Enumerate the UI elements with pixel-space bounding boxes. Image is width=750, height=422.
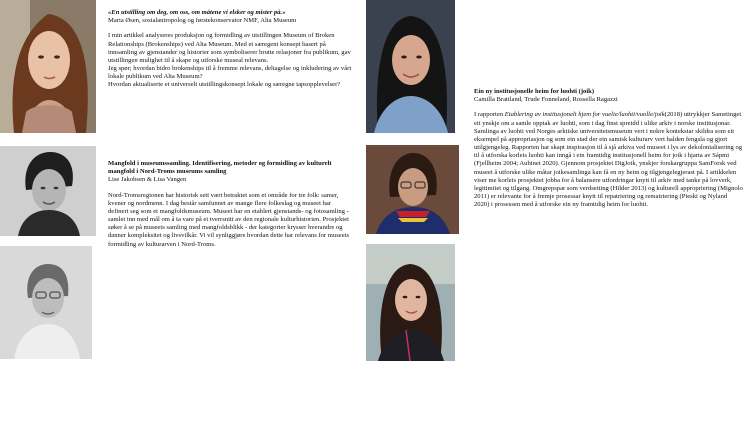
article-title: «En utstilling om deg, om oss, om måtene vi elsker og mister på.»: [108, 9, 286, 16]
article-body: Hvordan aktualiserte et universelt utstillingskonsept lokale og særegne tapsopplevelser?: [108, 81, 341, 89]
article-body: Jeg spør; hvordan bidro brokenships til å fremme relevans, deltagelse og inkludering av vårt lokale publikum ved Alta Museum?: [108, 65, 352, 81]
article-title: Mangfold i museumssamling. Identifisering, metoder og formidling av kulturelt mangfold i Nord-Troms museums samling: [108, 160, 332, 176]
article-authors: Lise Jakobsen & Lisa Vangen: [108, 176, 187, 184]
report-title: Etablering av institusjonelt hjem for vuelie/luohti/vuolle/joik: [504, 111, 665, 119]
portrait-trude-fonneland: [366, 145, 459, 234]
portrait-camilla-brattland: [366, 0, 455, 133]
article-brokenships: [108, 9, 354, 90]
portrait-lisa-vangen: [0, 246, 92, 359]
portrait-rossella-ragazzi: [366, 244, 455, 361]
body-text: (2018) uttrykkjer Sametinget eit ynskje om a samle opptak av luohti, som i dag finst spreidd i ulike arkiv i norske institusjonar. Samlinga av luohti ved Norges arktiske universitetsmuseum vert i nokre kontekstar skildra som eit eksempel på appropriasjon og som ein stad der ein samisk kulturarv vert halden fengsla og gjort utilgjengeleg. Rapporten har skapt inspirasjon til å sjå arkiva ved museet i lys av dekolonialisering og til å utforska korleis luohti kan inngå i ein framtidig institusjonell heim for joik i hjarta av Sápmi (Fjellheim 2004; Aubinet 2020). Gjennom prosjektet DigJoik, ynskjer forskargruppa SamForsk ved museet å utforske ulike måtar joikesamlinga kan få en ny heim og tilgjengelegjerast på. I artikkelen viser me korleis prosjektet jobba for å balansere utfordringar knytt til arkiv med tanke på lovverk, legitimitet og tilgang. Omgrepspar som verdsetting (Hilder 2013) og kulturell appropriering (Mignolo 2011) er relevante for å fremje prosessar knytt til repatriering og rematriering (Pieski og Nyland 2020) i prosessen med å utforske ein ny framtidig heim for luohti.: [474, 111, 743, 209]
article-authors: Maria Øsen, sosialantropolog og førstekonservator NMF, Alta Museum: [108, 17, 297, 25]
article-body: [474, 111, 744, 209]
body-text: I rapporten: [474, 111, 505, 119]
portrait-maria-osen: [0, 0, 96, 133]
article-authors: Camilla Brattland, Trude Fonneland, Rossella Ragazzi: [474, 96, 618, 104]
article-body: Nord-Tromsregionen har historisk sett vært betraktet som et område for tre folk: samer, kvener og nordmenn. I dag består samfunnet av mange flere folkeslag og museet har definert seg som et mangfoldsmuseum. Museet har en etablert gjenstands- og fotosamling - samlet inn med mål om å ta vare på et tverrsnitt av den regionale kulturhistorien. Prosjektet søker å se på museets samling med mangfoldsblikk - der kategorier krysser hverandre og danner kompleksitet og livsvilkår. Vi vil synliggjøre hvordan dette har relevans for museets formidling av kulturarven i Nord-Troms.: [108, 191, 350, 248]
article-luohti: [474, 88, 744, 209]
article-body: I min artikkel analyseres produksjon og formidling av utstillingen Museum of Broken Relationships (Brokenships) ved Alta Museum. Med et særegent konsept basert på innsamling av gjenstander og historier som symboliserer brutte relasjoner fra publikum, gav utstillingen mulighet til å skape og utforske museal relevans.: [108, 32, 351, 64]
article-mangfold: [108, 160, 352, 249]
article-title: Ein ny institusjonelle heim for luohti (joik): [474, 88, 595, 95]
portrait-lise-jakobsen: [0, 146, 96, 236]
